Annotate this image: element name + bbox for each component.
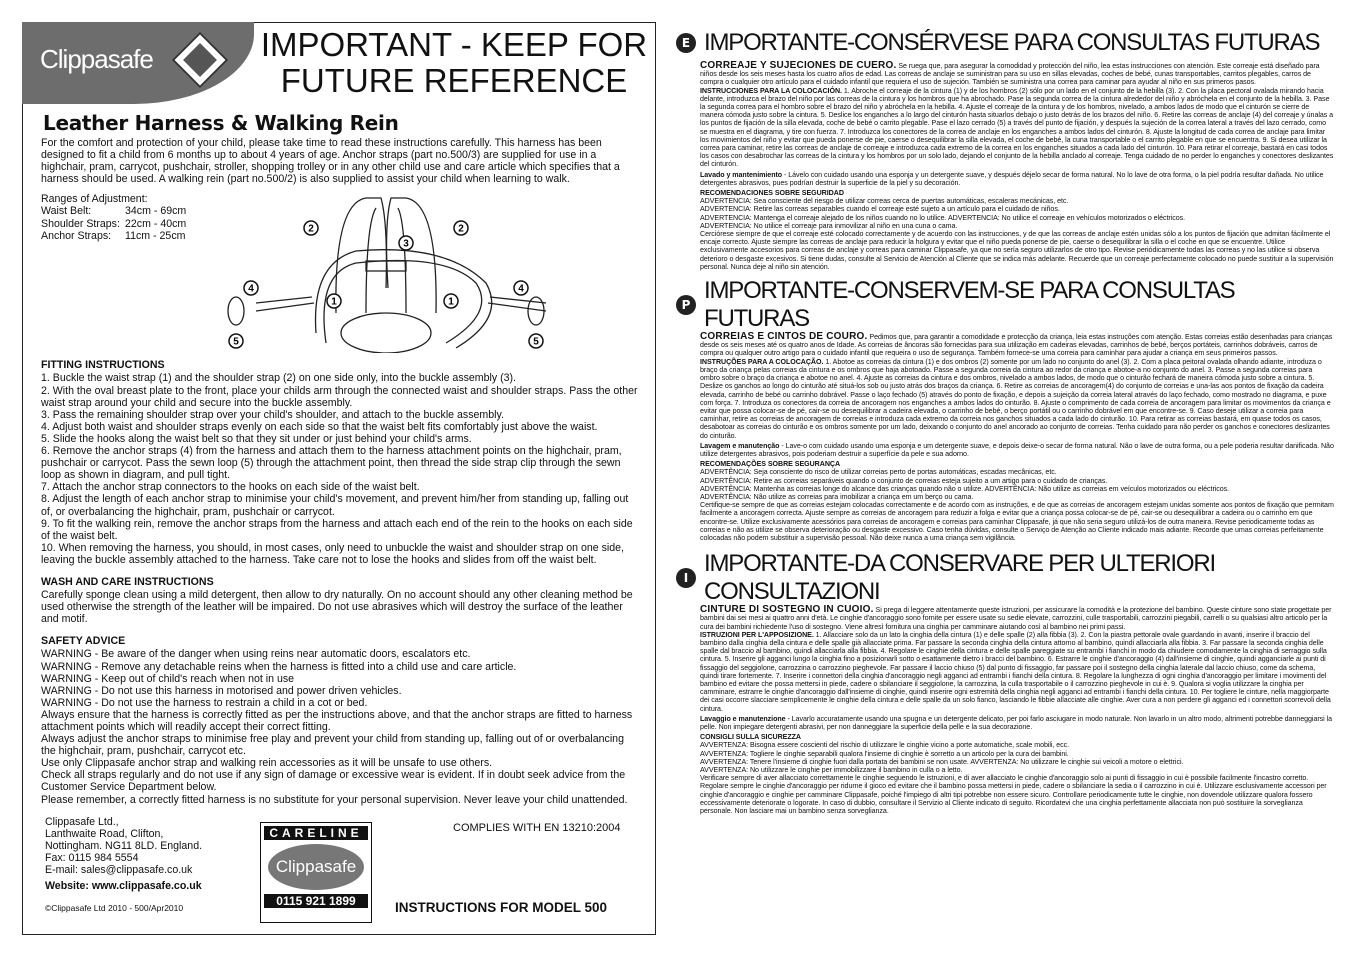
address-line: E-mail: sales@clippasafe.co.uk [45,864,193,877]
safety-closing: Certifique-se sempre de que as correias estejam colocadas correctamente e de acordo com as instruções, e de que as correias de ancoragem estejam unidas somente aos pontos de fixação que permitam facilmente a ancoragem correcta. Ajuste sempre as correias de ancoragem para reduzir a folga e evitar que a criança possa colocar-se de pé, cair-se ou desequilibrar a cadeira ou o carrinho em que encontre-se. Utilize exclusivamente acessórios para correias de ancoragem e correias para caminhar Clippasafe, já que não seria seguro utilizá-los de outra maneira. Revise periodicamente todas as correias e não as utilize se observa deterioração ou desgaste excessivo. Caso tenha dúvidas, consulte o Serviço de Atenção ao Cliente indicado mais adiante. Recorde que umas correias perfeitamente colocadas não podem substituir a supervisão pessoal. Não deixe nunca a uma criança sem vigilância. [700,501,1334,542]
section-header [670,550,1334,606]
section-body [670,606,1334,815]
safety-line: Always adjust the anchor straps to minimise free play and prevent your child from standing up, falling out of or overbalancing the highchair, pram, pushchair, carrycot etc. [41,733,624,758]
care-paragraph [700,715,1334,731]
section-heading: IMPORTANTE-CONSERVEM-SE PARA CONSULTAS FUTURAS [704,277,1235,333]
range-label: Anchor Straps: [41,229,112,242]
intro-text: For the comfort and protection of your child, please take time to read these instructions carefully. This harness has been designed to fit a child from 6 months up to about 4 years of age. Anchor straps (part no.500/3) are supplied for use in a highchair, pram, carrycot, pushchair, stroller, shopping trolley or in any other child use and care article which specifies that a harness should be used. A walking rein (part no.500/2) is also supplied to assist your child when learning to walk. [41,137,620,186]
safety-heading: SAFETY ADVICE [41,635,126,648]
instructions-text: 1. Allacciare solo da un lato la cinghia della cintura (1) e delle spalle (2) alla fibbia (3). 2. Con la piastra pettorale ovale guardando in avanti, inserire il braccio del bambino dalla cinghia della cintura e delle spalle già allacciate prima. Far passare la seconda cinghia della cintura attorno al bambino, quindi allacciarla alla fibbia. 3. Far passare la seconda cinghia delle spalle dal braccio al bambino, quindi allacciarla alla fibbia. 4. Regolare le cinghie della cintura e delle spalle pareggiate su entrambi i fianchi in modo da chiudere comodamente la cinghia di serraggio sulla cintura. 5. Inserire gli agganci lungo la cinghia fino a posizionarli sotto o esattamente dietro i bracci del bambino. 6. Estrarre le cinghie d'ancoraggio (4) dall'insieme di cinghie, quindi agganciarle ai punti di fissaggio del seggiolone, carrozzina o carrozzino pieghevole. Far passare il laccio chiuso (5) dal punto di fissaggio, far passare poi il sostegno della cinghia laterale dal laccio chiuso, come da schema, quindi tirare fortemente. 7. Inserire i connettori della cinghia d'ancoraggio negli agganci ad entrambi i fianchi della cintura. 8. Regolare la lunghezza di ogni cinghia d'ancoraggio per limitare i movimenti del bambino ed evitare che possa mettersi in piede, cadere o sbilanciare il seggiolone, la carrozzina, la culla trasportabile o il carrozzino pieghevole in cui è. 9. Qualora si voglia utilizzare la cinghia per camminare, estrarre le cinghie d'ancoraggio dall'insieme di cinghie, quindi inserire ogni estremità della cinghia negli agganci ad entrambi i fianchi della cintura. 10. Per togliere le cinture, nella maggiorparte dei casi occorre slacciare semplicemente le cinghie della cintura e delle spalle da un solo fianco, lasciando le fibbie allacciate alle cinghie. Aver cura a non perdere gli agganci ed i connettori scorrevoli della cintura. [700,630,1331,713]
diagram-marker-2 [304,221,318,235]
language-badge-icon: I [676,568,696,588]
diagram-marker-label: 1 [448,296,454,308]
fitting-step: 3. Pass the remaining shoulder strap over your child's shoulder, and attach to the buckle assembly. [41,408,504,421]
fitting-step: 9. To fit the walking rein, remove the anchor straps from the harness and attach each end of the rein to the hooks on each side of the waist belt. [41,517,633,542]
warning-line: ADVERTENCIA: Sea consciente del riesgo de utilizar correas cerca de puertas automáticas, escaleras mecánicas, etc. [700,197,1069,206]
range-value: 34cm - 69cm [125,205,187,218]
address-line: Fax: 0115 984 5554 [45,851,139,864]
diagram-marker-1 [444,294,458,308]
care-paragraph [700,171,1334,187]
range-row [41,218,211,230]
instructions-paragraph [700,631,1334,713]
diagram-marker-label: 3 [403,238,409,250]
instructions-flow [41,137,641,928]
safety-line: WARNING - Do not use this harness in motorised and power driven vehicles. [41,684,402,697]
safety-closing: Verificare sempre di aver allacciato correttamente le cinghie seguendo le istruzioni, e di aver allacciato le cinghie d'ancoraggio solo ai punti di fissaggio in cui è possibile facilmente l'incastro corretto. Regolare sempre le cinghie d'ancoraggio per ridurne il gioco ed evitare che il bambino possa mettersi in piede, cadere o sbilanciare la sedia o il carrozzino in cui è. Utilizzare esclusivamente accessori per cinghie d'ancoraggio e cinghie per camminare Clippasafe, poiché l'impiego di altri tipi potrebbe non essere sicuro. Controllare periodicamente tutte le cinghie, non dovendole utilizzare qualora fossero eccessivamente deteriorate o logorate. In caso di dubbio, consultare il Servizio al Cliente indicato di seguito. Ricordatevi che una cinghia perfettamente allacciata non può sostituire la sorveglianza personale. Non lasciare mai un bambino senza sorveglianza. [700,774,1327,816]
model-label: INSTRUCTIONS FOR MODEL 500 [395,899,608,915]
ranges-title: Ranges of Adjustment: [41,193,148,206]
instructions-heading: ISTRUZIONI PER L'APPOSIZIONE. [700,630,814,639]
section-heading: IMPORTANTE-CONSÉRVESE PARA CONSULTAS FUTURAS [704,29,1320,56]
diagram-marker-label: 4 [518,283,524,295]
safety-heading: RECOMENDACIONES SOBRE SEGURIDAD [700,189,844,198]
clippasafe-logo [22,22,254,104]
careline-box [260,822,372,923]
safety-heading: RECOMENDAÇÕES SOBRE SEGURANÇA [700,460,841,469]
translation-section-i [670,550,1334,815]
wash-heading: WASH AND CARE INSTRUCTIONS [41,575,214,588]
safety-line: Check all straps regularly and do not use if any sign of damage or excessive wear is evident. If in doubt seek advice from the Customer Service Department below. [41,769,626,794]
diagram-marker-3 [399,236,413,250]
diagram-marker-1 [327,294,341,308]
fitting-instructions [41,359,641,566]
instructions-text: 1. Abroche el correaje de la cintura (1) y de los hombros (2) sólo por un lado en el conjunto de la hebilla (3). 2. Con la placa pectoral ovalada mirando hacia delante, introduzca el brazo del niño por las correas de la cintura y los hombros que ha abrochado. Pase la segunda correa de la cintura alrededor del niño y abróchela en el conjunto de la hebilla. 3. Pase la segunda correa para el hombro sobre el brazo del niño y abróchela en la hebilla. 4. Ajuste el correaje de la cintura y de los hombros, nivelado, a ambos lados de modo que el cinturón se cierre de manera cómoda justo sobre la cintura. 5. Deslice los enganches a lo largo del cinturón hasta situarlos debajo o justo detrás de los brazos del niño. 6. Retire las correas de anclaje (4) del correaje y únalas a los puntos de fijación de la silla elevada, coche de bebé o carrito plegable. Pase el lazo cerrado (5) a través del punto de fijación, y después la sujeción de la correa lateral a través del lazo cerrado, como se muestra en el diagrama, y tire con fuerza. 7. Introduzca los conectores de la correa de anclaje en los enganches a ambos lados del cinturón. 8. Ajuste la longitud de cada correa de anclaje para limitar los movimientos del niño y evitar que pueda ponerse de pie, caerse o desequilibrar la silla elevada, el coche de bebé, la cuna transportable o el carrito plegable en que se encuentra. 9. Si desea utilizar la correa para caminar, retire las correas de anclaje de correaje e introduzca cada extremo de la correa en los enganches situados a cada lado del cinturón. 10. Para retirar el correaje, bastará en casi todos los casos con desabrochar las correas de la cintura y los hombros por un solo lado, dejando el conjunto de la hebilla anclado al correaje. Tenga cuidado de no perder lo enganches y conectores deslizantes del cinturón. [700,86,1334,169]
fitting-step: 10. When removing the harness, you should, in most cases, only need to unbuckle the waist and shoulder strap on one side, leaving the buckle assembly attached to the harness. Take care not to lose the hooks and slides from off the waist belt. [41,541,625,566]
diagram-row [41,193,641,355]
care-text: - Lave-o com cuidado usando uma esponja e um detergente suave, e depois deixe-o secar de forma natural. Não o lave de outra forma, ou a pele poderia resultar danificada. Não utilize detergentes abrasivos, pois poderiam destruir a superfície da pele e sua adorno. [700,441,1334,458]
diagram-marker-label: 1 [331,296,337,308]
instructions-paragraph [700,358,1334,440]
intro-text: Si prega di leggere attentamente queste istruzioni, per assicurare la comodità e la protezione del bambino. Queste cinture sono state progettate per bambini dai sei mesi ai quattro anni d'età. Le cinghie d'ancoraggio sono fornite per essere usate su sedie elevate, carrozzini, culle trasportabili, carrozzini piegabili, carrelli o su qualsiasi altro articolo per la cura dei bambini richiedente l'uso di sostegno. Viene altresì fornitura una cinghia per camminare aiutando così al bambino nei primi passi. [700,606,1332,631]
safety-line: Please remember, a correctly fitted harness is no substitute for your personal supervision. Never leave your child unattended. [41,793,628,806]
warning-line: AVVERTENZA: Togliere le cinghie separabili qualora l'insieme di cinghie è sorretto a un articolo per la cura dei bambini. [700,749,1069,758]
diagram-marker-label: 5 [233,336,239,348]
adjustment-ranges [41,193,211,241]
safety-line: Always ensure that the harness is correctly fitted as per the instructions above, and that the anchor straps are fitted to harness attachment points which will readily accept their correct fitting. [41,708,633,733]
intro-paragraph [700,606,1334,631]
safety-advice [41,635,641,805]
safety-closing: Cerciórese siempre de que el correaje esté colocado correctamente y de acuerdo con las instrucciones, y de que las correas de anclaje estén unidas sólo a los puntos de fijación que admitan fácilmente el encaje correcto. Ajuste siempre las correas de anclaje para reducir la holgura y evitar que el niño pueda ponerse de pie, caerse o desequilibrar la silla o el coche en que se encuentre. Utilice exclusivamente accesorios para correas de anclaje y correas para caminar Clippasafe, ya que no sería seguro utilizarlos de otro tipo. Revise periódicamente todas las correas y no las utilice si observa deterioro o desgaste excesivos. Si tiene dudas, consulte al Servicio de Atención al Cliente que se indica más adelante. Recuerde que un correaje perfectamente colocado no puede sustituir a la supervisión personal. Nunca deje al niño sin atención. [700,230,1334,271]
copyright: ©Clippasafe Ltd 2010 - 500/Apr2010 [45,903,184,914]
warning-line: ADVERTENCIA: Mantenga el correaje alejado de los niños cuando no lo utilice. ADVERTENCIA: No utilice el correaje en vehículos motorizados o eléctricos. [700,213,1186,222]
address-line: Nottingham. NG11 8LD. England. [45,839,203,852]
english-instructions-panel [22,22,656,935]
careline-phone: 0115 921 1899 [264,894,368,908]
fitting-step: 4. Adjust both waist and shoulder straps evenly on each side so that the waist belt fits comfortably just above the waist. [41,420,598,433]
diagram-marker-label: 2 [458,223,464,235]
diagram-marker-label: 4 [248,283,254,295]
diagram-marker-label: 5 [533,336,539,348]
translation-section-p [670,277,1334,542]
intro-paragraph [700,333,1334,358]
diagram-marker-4 [514,281,528,295]
compliance-note: COMPLIES WITH EN 13210:2004 [453,821,621,834]
care-text: - Lavarlo accuratamente usando una spugna e un detergente delicato, per poi farlo asciugare in modo naturale. Non lavarlo in un altro modo, altrimenti potrebbe danneggiarsi la pelle. Non impiegare detergenti abrasivi, per non danneggiare la superficie della pelle e la sua decorazione. [700,714,1333,731]
warning-line: ADVERTÊNCIA: Retire as correias separáveis quando o conjunto de correias esteja sujeito a um artigo para o cuidado de crianças. [700,476,1108,485]
address-line: Clippasafe Ltd., [45,815,119,828]
care-heading: Lavagem e manutenção [700,441,780,450]
logo-wordmark: Clippasafe [40,44,153,74]
section-body [670,333,1334,542]
language-badge-icon: E [676,33,696,53]
safety-line: Use only Clippasafe anchor strap and walking rein accessories as it will be unsafe to use others. [41,757,493,770]
page-title [259,27,649,99]
warning-line: AVVERTENZA: Bisogna essere coscienti del rischio di utilizzare le cinghie vicino a porte automatiche, scale mobili, ecc. [700,741,1070,750]
fitting-step: 7. Attach the anchor strap connectors to the hooks on each side of the waist belt. [41,481,420,494]
range-label: Waist Belt: [41,205,92,218]
title-line: FUTURE REFERENCE [280,62,628,99]
intro-lead: CORREAJE Y SUJECIONES DE CUERO. [700,60,897,71]
care-heading: Lavaggio e manutenzione [700,714,786,723]
instructions-heading: INSTRUCCIONES PARA LA COLOCACIÓN. [700,86,842,95]
language-badge-icon: P [676,295,696,315]
instructions-text: 1. Abotoe as correias da cintura (1) e dos ombros (2) somente por um lado no conjunto do anel (3). 2. Com a placa peitoral ovalada olhando adiante, introduza o braço da criança pelas correias da cintura e os ombros que haja abotoado. Passe a segunda correia da cintura ao redor da criança e abotoe-a no conjunto do anel. 3. Passe a segunda correias para ombro sobre o braço da criança e abotoe no anel. 4. Ajuste as correias da cintura e dos ombros, nivelado a ambos lados, de modo que o cinturão fechará de maneira cómoda justo sobre a cintura. 5. Deslize os ganchos ao longo do cinturão até situá-los sob ou justo atrás dos braços da criança. 6. Retire as correias de ancoragem(4) do conjunto de correias e una-las aos pontos de fixação da cadeira elevada, carrinho de bebé ou carrinho dobrável. Passe o laço fechado (5) através do ponto de fixação, e depois a sujeição da correia lateral através do laço fechado, como mostrado no diagrama, e puxe com força. 7. Introduza os conectores da correia de ancoragem nos enganches a ambos lados do cinturão. 8. Ajuste o comprimento de cada correia de ancoragem para limitar os movimentos da criança e evitar que possa colocar-se de pé, cair-se ou desequilibrar a cadeira elevada, o carrinho de bebé, o berço portátil ou o carrinho dobrável em que encontre-se. 9. Caso deseje utilizar a correia para caminhar, retire as correias de ancoragem de correias e introduza cada extremo da correia nos ganchos situados a cada lado do cinturão. 10. Para retirar as correias bastará, em quase todos os casos, desabotoar as correias do cinturão e os ombros somente por um lado, deixando o conjunto do anel ancorado ao conjunto de correias. Tenha cuidado para não perder os ganchos e conectores deslizantes do cinturão. [700,357,1331,440]
intro-text: Pedimos que, para garantir a comodidade e protecção da criança, leia estas instruções com atenção. Estas correias estão desenhadas para crianças desde os seis meses até os quatro anos de Idade. As correias de âncoras são fornecidas para sua utilização em cadeiras elevadas, carrinhos de bebé, berços portáteis, carrinhos dobráveis, carros de compra ou qualquer outro artigo para o cuidado infantil que requeira o uso de segurança. Também fornece-se uma correia para caminhar para ajudar a criança em seus primeiros passos. [700,333,1333,358]
instructions-paragraph [700,87,1334,169]
care-paragraph [700,442,1334,458]
fitting-step: 1. Buckle the waist strap (1) and the shoulder strap (2) on one side only, into the buckle assembly (3). [41,372,517,385]
intro-lead: CORREIAS E CINTOS DE COURO. [700,331,868,343]
company-address [45,816,255,915]
footer [41,816,641,928]
hand-safety-icon [172,32,229,89]
section-heading: IMPORTANTE-DA CONSERVARE PER ULTERIORI CONSULTAZIONI [704,550,1215,606]
warning-line: ADVERTÊNCIA: Não utilize as correias para imobilizar a criança em um berço ou cama. [700,492,974,501]
safety-line: WARNING - Be aware of the danger when using reins near automatic doors, escalators etc. [41,648,471,661]
range-row [41,205,211,217]
fitting-step: 2. With the oval breast plate to the front, place your childs arm through the connected waist and shoulder straps. Pass the other waist strap around your child and secure into the buckle assembly. [41,384,638,409]
instructions-heading: INSTRUÇÕES PARA A COLOCAÇÃO. [700,357,824,366]
section-body [670,62,1334,271]
diagram-marker-4 [244,281,258,295]
fitting-step: 6. Remove the anchor straps (4) from the harness and attach them to the harness attachment points on the highchair, pram, pushchair or carrycot. Pass the sewn loop (5) through the attachment point, then thread the side strap clip through the sewn loop as shown in diagram, and pull tight. [41,445,622,482]
fitting-step: 8. Adjust the length of each anchor strap to minimise your child's movement, and prevent him/her from standing up, falling out of, or overbalancing the highchair, pram, pushchair or carrycot. [41,493,629,518]
section-header [670,24,1334,62]
wash-instructions [41,576,641,625]
safety-line: WARNING - Remove any detachable reins when the harness is fitted into a child use and care article. [41,660,517,673]
product-title: Leather Harness & Walking Rein [43,111,399,135]
safety-heading: CONSIGLI SULLA SICUREZZA [700,733,802,742]
fitting-step: 5. Slide the hooks along the waist belt so that they sit under or just behind your child's arms. [41,432,472,445]
warning-line: ADVERTÊNCIA: Mantenha as correias longe do alcance das crianças quando não o utilize. ADVERTÊNCIA: Não utilize as correias em veículos motorizados ou eléctricos. [700,484,1230,493]
safety-line: WARNING - Do not use the harness to restrain a child in a cot or bed. [41,696,368,709]
range-row [41,230,211,242]
intro-paragraph [700,62,1334,87]
section-header [670,277,1334,333]
range-value: 11cm - 25cm [125,229,186,242]
translation-section-e [670,24,1334,271]
careline-label: CARELINE [264,826,368,840]
wash-text: Carefully sponge clean using a mild detergent, then allow to dry naturally. On no account should any other cleaning method be used otherwise the strength of the leather will be impaired. Do not use abrasives which will destroy the surface of the leather and motif. [41,589,633,626]
warning-line: AVVERTENZA: Tenere l'insieme di cinghie fuori dalla portata dei bambini se non usate. AVVERTENZA: No utilizzare le cinghie sui veicoli a motore o elettrici. [700,757,1184,766]
warning-line: ADVERTÊNCIA: Seja consciente do risco de utilizar correias perto de portas automáticas, escadas mecânicas, etc. [700,468,1057,477]
harness-diagram [216,193,556,353]
warning-line: ADVERTENCIA: Retire las correas separables cuando el correaje esté sujeto a un artículo para el cuidado de niños. [700,205,1060,214]
address-line: Lanthwaite Road, Clifton, [45,827,164,840]
safety-line: WARNING - Keep out of child's reach when not in use [41,672,295,685]
title-line: IMPORTANT - KEEP FOR [260,26,648,63]
warning-line: AVVERTENZA: No utilizzare le cinghie per immobilizzare il bambino in culla o a letto. [700,766,963,775]
fitting-heading: FITTING INSTRUCTIONS [41,359,165,372]
care-heading: Lavado y mantenimiento [700,170,783,179]
translations-column [670,24,1334,815]
diagram-marker-5 [529,334,543,348]
intro-lead: CINTURE DI SOSTEGNO IN CUOIO. [700,604,874,616]
website-link[interactable]: Website: www.clippasafe.co.uk [45,880,202,893]
range-label: Shoulder Straps: [41,217,120,230]
diagram-marker-5 [229,334,243,348]
range-value: 22cm - 40cm [125,217,187,230]
diagram-marker-label: 2 [308,223,314,235]
diagram-marker-2 [454,221,468,235]
warning-line: ADVERTENCIA: No utilice el correaje para inmovilizar al niño en una cuna o cama. [700,221,958,230]
care-text: - Lávelo con cuidado usando una esponja y un detergente suave, y después déjelo secar de forma natural. No lo lave de otra forma, o la piel podría resultar dañada. No utilice detergentes abrasivos, pues podrían destruir la superficie de la piel y su decoración. [700,170,1324,187]
intro-text: Se ruega que, para asegurar la comodidad y protección del niño, lea estas instrucciones con atención. Este correaje está diseñado para niños desde los seis meses hasta los cuatro años de edad. Las correas de anclaje se suministran para su uso en sillas elevadas, coches de bebé, cunas transportables, carritos plegables, carros de compra o cualquier otro artículo para el cuidado infantil que requiera el uso de sujeción. También se suministra una correa para caminar para ayudar al niño en sus primeros pasos. [700,62,1320,87]
careline-logo: Clippasafe [268,844,364,890]
